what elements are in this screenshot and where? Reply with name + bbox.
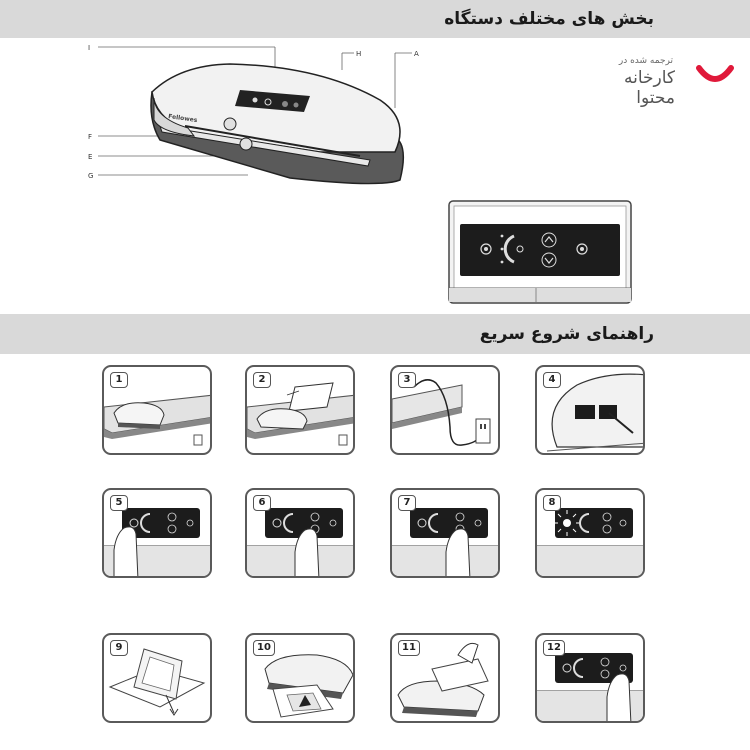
- step-10-panel: [245, 633, 355, 723]
- callout-i: I: [88, 44, 91, 52]
- callout-a: A: [414, 50, 419, 58]
- step-number: 9: [110, 640, 128, 656]
- step-number: 7: [398, 495, 416, 511]
- step-number: 12: [543, 640, 565, 656]
- step-6-panel: [245, 488, 355, 578]
- section-title-parts: بخش های مختلف دستگاه: [444, 9, 654, 29]
- laminator-illustration: [90, 40, 420, 190]
- step-11-panel: [390, 633, 500, 723]
- step-number: 6: [253, 495, 271, 511]
- brand-small-text: ترجمه شده در: [618, 56, 673, 66]
- step-2-panel: [245, 365, 355, 455]
- step-number: 10: [253, 640, 275, 656]
- step-8-panel: [535, 488, 645, 578]
- callout-h: H: [356, 50, 362, 58]
- step-number: 3: [398, 372, 416, 388]
- control-panel-closeup: [448, 200, 633, 304]
- step-1-panel: [102, 365, 212, 455]
- step-number: 5: [110, 495, 128, 511]
- section-title-quickstart: راهنمای شروع سریع: [479, 324, 654, 344]
- section-header-quickstart: [0, 314, 750, 354]
- callout-g: G: [88, 172, 94, 180]
- step-9-panel: [102, 633, 212, 723]
- callout-f: F: [88, 133, 93, 141]
- device-brand-label: Fellowes: [167, 113, 198, 125]
- step-3-panel: [390, 365, 500, 455]
- step-7-panel: [390, 488, 500, 578]
- step-12-panel: [535, 633, 645, 723]
- callout-e: E: [88, 153, 93, 161]
- brand-name: کارخانه محتوا: [623, 68, 675, 108]
- step-number: 2: [253, 372, 271, 388]
- step-4-panel: [535, 365, 645, 455]
- step-5-panel: [102, 488, 212, 578]
- step-number: 11: [398, 640, 420, 656]
- step-number: 1: [110, 372, 128, 388]
- step-number: 4: [543, 372, 561, 388]
- step-number: 8: [543, 495, 561, 511]
